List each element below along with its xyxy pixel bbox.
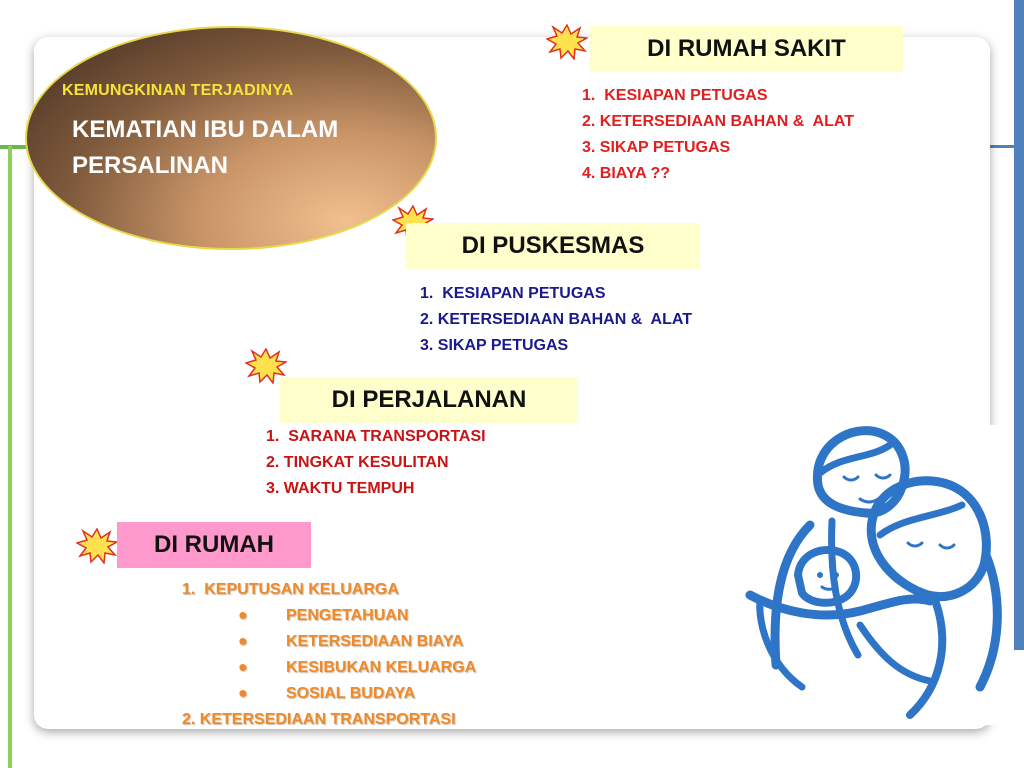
list-item [582,109,854,135]
item-text: BIAYA ?? [599,165,671,182]
item-number: 3. [420,337,434,354]
list-item [182,577,476,603]
list-rumah [182,577,476,733]
list-puskesmas [420,281,692,359]
item-number: 2. [420,311,434,328]
list-item [266,450,486,476]
item-number: 3. [266,480,280,497]
item-number: 2. [582,113,596,130]
list-item [266,424,486,450]
bullet-icon: ● [238,607,248,624]
bullet-icon: ● [238,685,248,702]
item-number: 3. [582,139,596,156]
list-item [266,476,486,502]
title-line-2: PERSALINAN [72,152,229,179]
item-number: 1. [182,581,196,598]
heading-puskesmas: DI PUSKESMAS [406,223,700,269]
item-text: KESIAPAN PETUGAS [442,285,606,302]
item-number: 1. [266,428,280,445]
heading-rumah-sakit: DI RUMAH SAKIT [590,26,903,72]
item-text: SIKAP PETUGAS [599,139,731,156]
list-item [582,83,854,109]
decorative-right-bar [1014,0,1024,650]
list-item [582,161,854,187]
list-item [182,655,476,681]
item-text: KETERSEDIAAN BAHAN & ALAT [437,311,693,328]
item-number: 4. [582,165,596,182]
item-text: KETERSEDIAAN BAHAN & ALAT [599,113,855,130]
title-main [72,112,412,184]
bullet-icon: ● [238,633,248,650]
starburst-icon [546,24,588,60]
heading-rumah: DI RUMAH [117,522,311,568]
item-number: 2. [182,711,196,728]
list-item [182,603,476,629]
item-text: TINGKAT KESULITAN [283,454,449,471]
item-text: KESIAPAN PETUGAS [604,87,768,104]
item-text: SARANA TRANSPORTASI [288,428,486,445]
item-text: KETERSEDIAAN TRANSPORTASI [199,711,456,728]
list-item [182,707,476,733]
list-item [182,681,476,707]
list-item [582,135,854,161]
starburst-icon [76,528,118,564]
list-item [420,333,692,359]
list-perjalanan [266,424,486,502]
decorative-left-bar [8,146,12,768]
item-text: KESIBUKAN KELUARGA [286,659,477,676]
list-item [420,307,692,333]
item-number: 2. [266,454,280,471]
item-number: 1. [582,87,596,104]
item-text: SIKAP PETUGAS [437,337,569,354]
list-rumah-sakit [582,83,854,187]
title-subtitle: KEMUNGKINAN TERJADINYA [62,82,294,99]
family-illustration [740,425,1010,725]
bullet-icon: ● [238,659,248,676]
title-line-1: KEMATIAN IBU DALAM [72,116,339,143]
list-item [182,629,476,655]
item-number: 1. [420,285,434,302]
item-text: KETERSEDIAAN BIAYA [286,633,464,650]
item-text: SOSIAL BUDAYA [286,685,416,702]
item-text: PENGETAHUAN [286,607,409,624]
item-text: WAKTU TEMPUH [283,480,415,497]
heading-perjalanan: DI PERJALANAN [280,377,578,423]
list-item [420,281,692,307]
item-text: KEPUTUSAN KELUARGA [204,581,399,598]
